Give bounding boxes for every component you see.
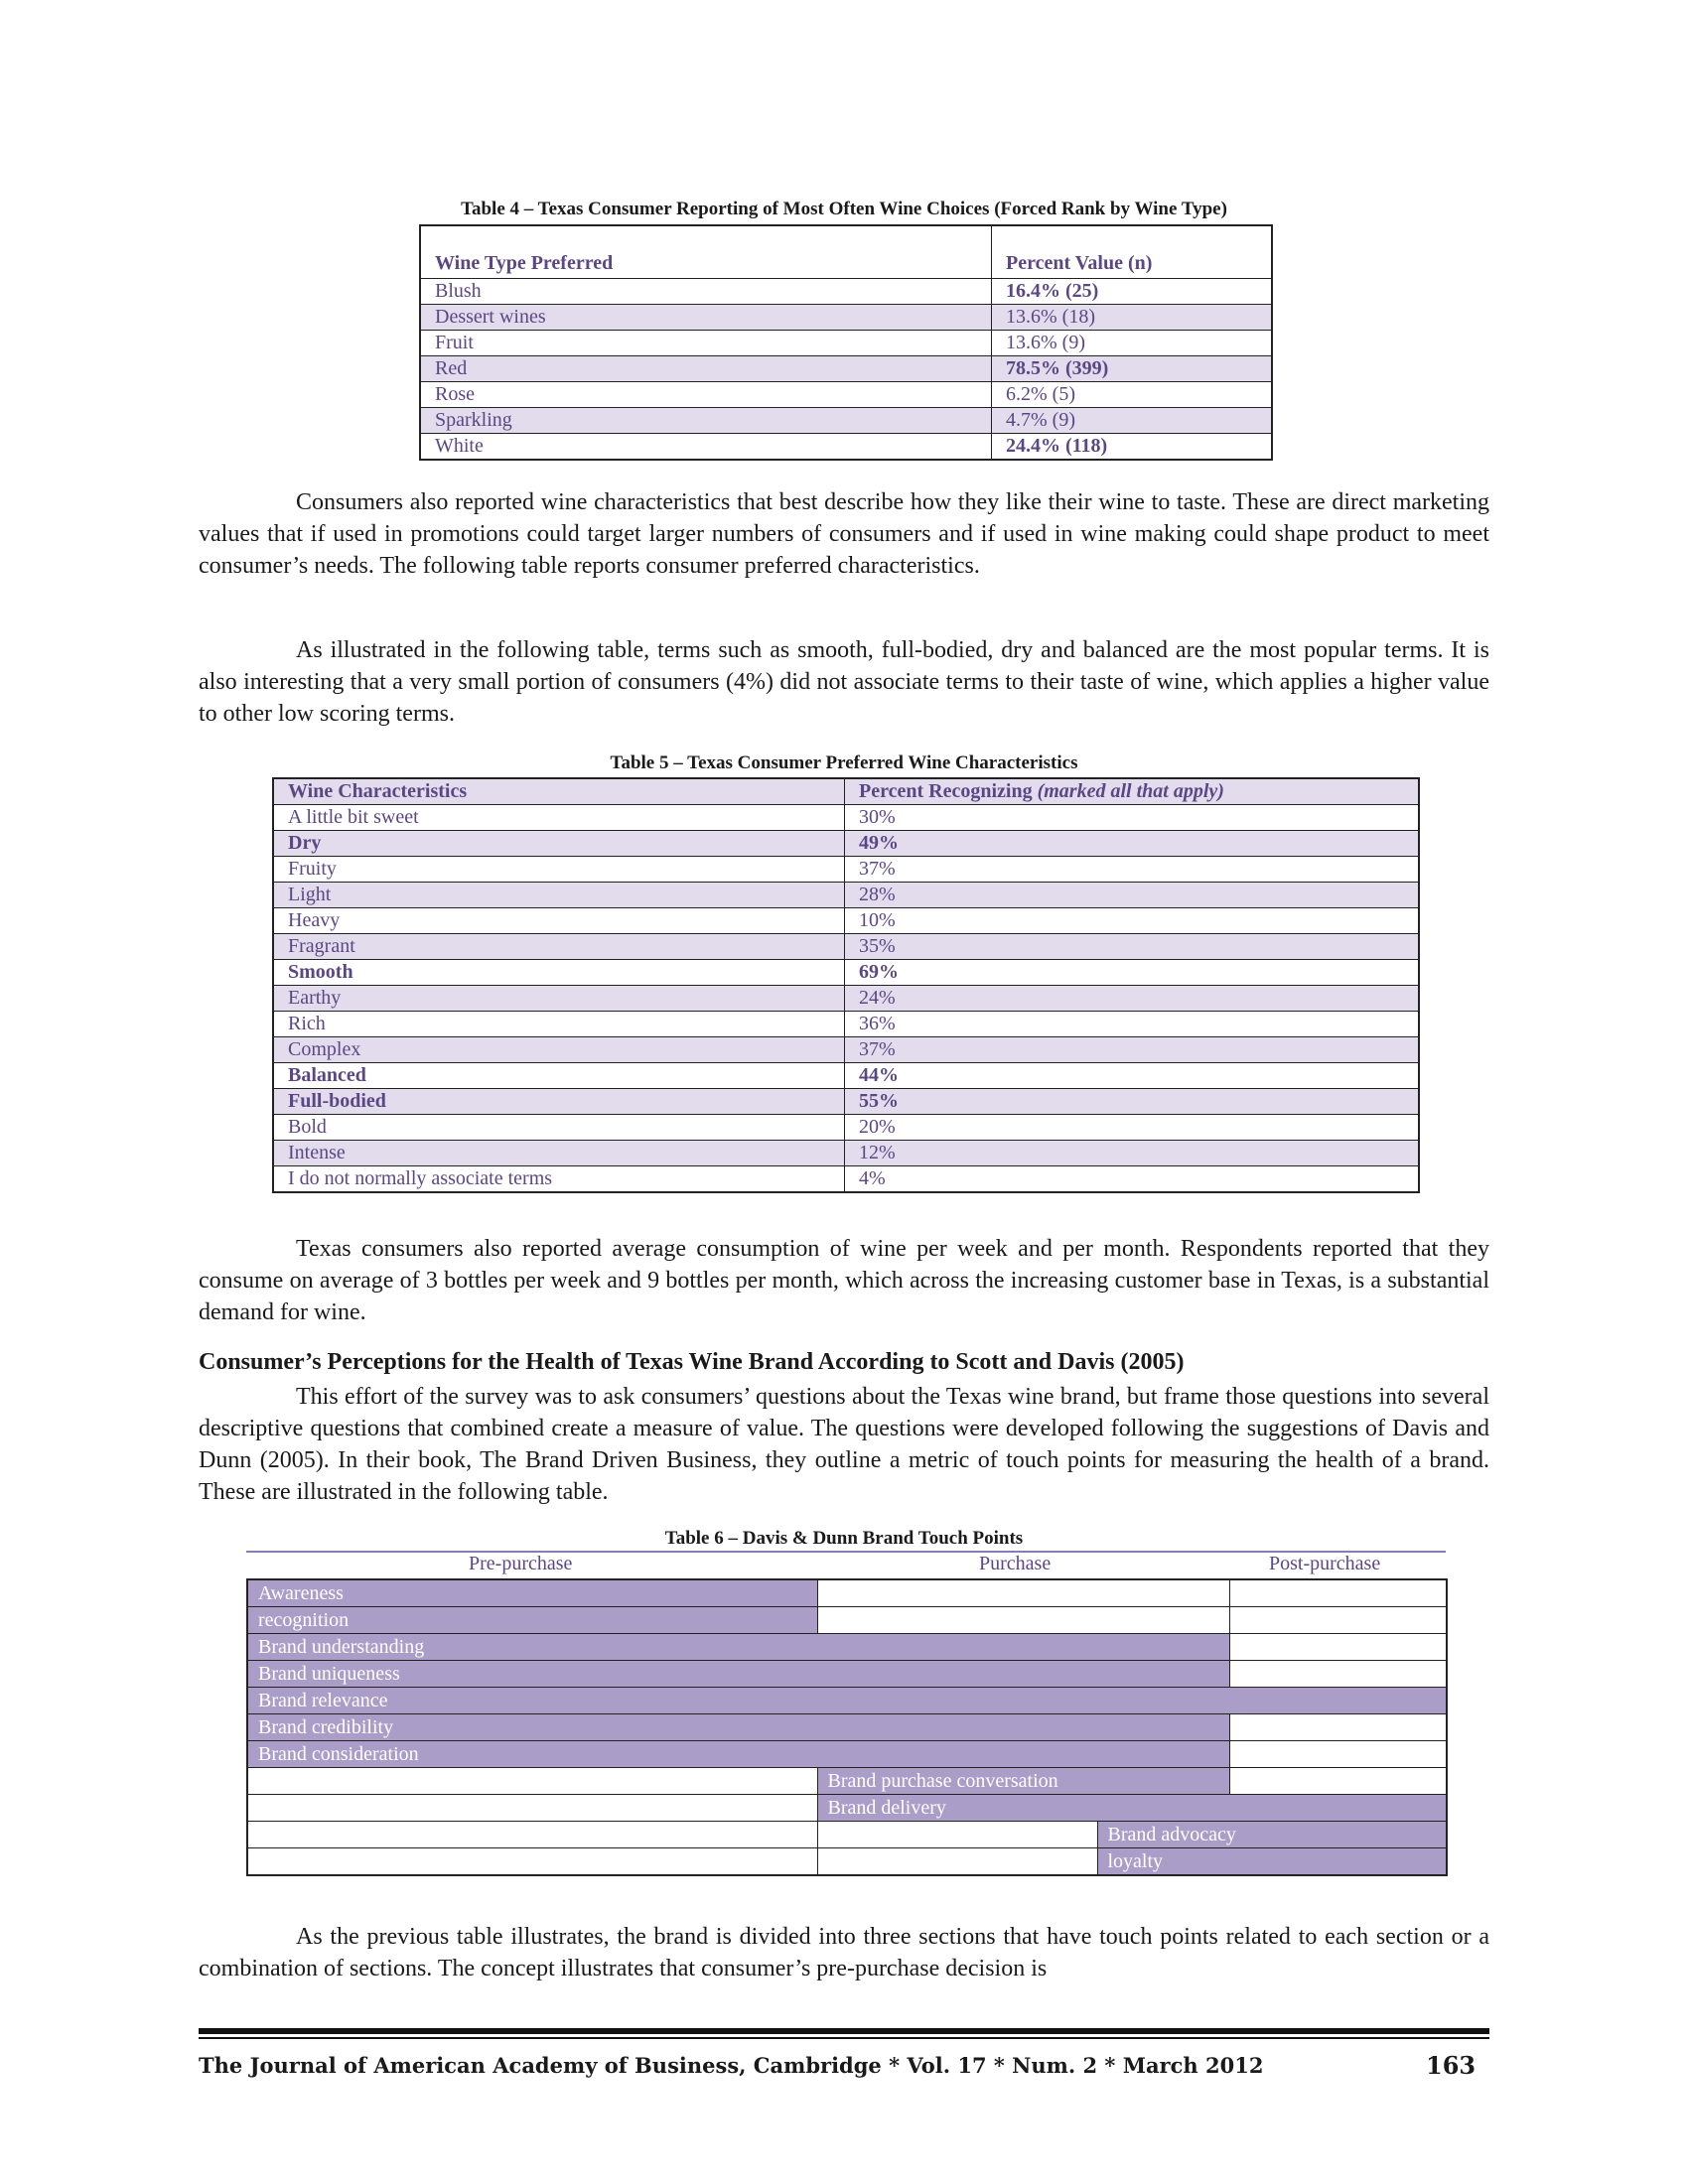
table4-cell-value: 13.6% (18) (992, 305, 1273, 331)
table6-row-relevance (247, 1688, 1447, 1714)
table5-row (273, 986, 1419, 1012)
table5-header-percent-note: (marked all that apply) (1037, 780, 1224, 802)
table5-cell-percent: 24% (845, 986, 1420, 1012)
table5-cell-percent: 37% (845, 1037, 1420, 1063)
table4-row (420, 434, 1272, 461)
table5-cell-percent: 37% (845, 857, 1420, 883)
table4-cell-value: 6.2% (5) (992, 382, 1273, 408)
table5-cell-characteristic: A little bit sweet (273, 805, 845, 831)
table5-row (273, 934, 1419, 960)
paragraph-4-text: This effort of the survey was to ask consumers’ questions about the Texas wine brand, but frame those questions into several descriptive questions that combined create a measure of value. The questions were developed following the suggestions of Davis and Dunn (2005). In their book, The Brand Driven Business, they outline a metric of touch points for measuring the health of a brand. These are illustrated in the following table. (199, 1384, 1489, 1505)
touchpoint-advocacy: Brand advocacy (1097, 1822, 1447, 1848)
touchpoint-consideration: Brand consideration (247, 1741, 1229, 1768)
touchpoint-loyalty: loyalty (1097, 1848, 1447, 1876)
table4-cell-type: Dessert wines (420, 305, 992, 331)
touchpoint-uniqueness: Brand uniqueness (247, 1661, 1229, 1688)
table5-cell-characteristic: Bold (273, 1115, 845, 1141)
table5-header-characteristics: Wine Characteristics (273, 778, 845, 805)
table6-row-awareness (247, 1579, 1447, 1607)
table5-row (273, 960, 1419, 986)
table6-empty-cell (1229, 1579, 1447, 1607)
table5-cell-percent: 4% (845, 1166, 1420, 1193)
table5-cell-characteristic: I do not normally associate terms (273, 1166, 845, 1193)
table5-cell-percent: 35% (845, 934, 1420, 960)
table5-row (273, 1141, 1419, 1166)
table5-row (273, 1089, 1419, 1115)
paragraph-3 (199, 1233, 1489, 1328)
table4-header-row (420, 225, 1272, 279)
table6-empty-cell (247, 1795, 817, 1822)
table5-cell-characteristic: Rich (273, 1012, 845, 1037)
table6-caption: Table 6 – Davis & Dunn Brand Touch Points (664, 1528, 1024, 1549)
table4-caption: Table 4 – Texas Consumer Reporting of Most Often Wine Choices (Forced Rank by Wine Type) (461, 199, 1227, 219)
touchpoint-conversation: Brand purchase conversation (817, 1768, 1229, 1795)
table5-cell-percent: 49% (845, 831, 1420, 857)
table5-cell-percent: 30% (845, 805, 1420, 831)
touchpoint-awareness: Awareness (247, 1579, 817, 1607)
paragraph-3-text: Texas consumers also reported average consumption of wine per week and per month. Respondents reported that they consume on average of 3 bottles per week and 9 bottles per month, which across the increasing customer base in Texas, is a substantial demand for wine. (199, 1236, 1489, 1325)
table5-cell-percent: 12% (845, 1141, 1420, 1166)
table6-empty-cell (817, 1579, 1229, 1607)
table6-empty-cell (1229, 1768, 1447, 1795)
table5-header-percent (845, 778, 1420, 805)
table6-empty-cell (1229, 1741, 1447, 1768)
table4-header-type: Wine Type Preferred (420, 225, 992, 279)
table6-empty-cell (247, 1848, 817, 1876)
table5-cell-percent: 28% (845, 883, 1420, 908)
footer-rule-thin (199, 2037, 1489, 2039)
table6-row-conversation (247, 1768, 1447, 1795)
table5-header-row (273, 778, 1419, 805)
footer-rule-thick (199, 2028, 1489, 2034)
table4-cell-value: 24.4% (118) (992, 434, 1273, 461)
table4-cell-type: Fruit (420, 331, 992, 356)
table5-cell-characteristic: Light (273, 883, 845, 908)
table5-row (273, 857, 1419, 883)
table4-row (420, 279, 1272, 305)
table4-cell-value: 13.6% (9) (992, 331, 1273, 356)
table6-row-credibility (247, 1714, 1447, 1741)
table6-empty-cell (1229, 1661, 1447, 1688)
table5-cell-characteristic: Earthy (273, 986, 845, 1012)
table5-cell-characteristic: Full-bodied (273, 1089, 845, 1115)
table5-cell-percent: 44% (845, 1063, 1420, 1089)
table4-cell-type: Rose (420, 382, 992, 408)
table6-header-prepurchase: Pre-purchase (469, 1553, 573, 1574)
table6-row-uniqueness (247, 1661, 1447, 1688)
touchpoint-understanding: Brand understanding (247, 1634, 1229, 1661)
table6-top-rule (246, 1551, 1446, 1553)
table6-empty-cell (817, 1607, 1229, 1634)
paragraph-5 (199, 1921, 1489, 1984)
table4 (419, 224, 1273, 461)
touchpoint-recognition: recognition (247, 1607, 817, 1634)
table4-row (420, 356, 1272, 382)
paragraph-4 (199, 1381, 1489, 1508)
table5-row (273, 1115, 1419, 1141)
table6 (246, 1578, 1448, 1876)
paragraph-1 (199, 486, 1489, 582)
section-heading: Consumer’s Perceptions for the Health of Texas Wine Brand According to Scott and Davis (2005) (199, 1349, 1185, 1375)
table6-row-loyalty (247, 1848, 1447, 1876)
table5-cell-characteristic: Fragrant (273, 934, 845, 960)
table5-header-percent-text: Percent Recognizing (859, 780, 1038, 802)
table4-cell-value: 16.4% (25) (992, 279, 1273, 305)
table5-cell-characteristic: Balanced (273, 1063, 845, 1089)
table6-row-understanding (247, 1634, 1447, 1661)
table6-header-postpurchase: Post-purchase (1269, 1553, 1381, 1574)
table6-row-delivery (247, 1795, 1447, 1822)
table5-cell-percent: 10% (845, 908, 1420, 934)
table4-cell-type: Sparkling (420, 408, 992, 434)
table5-row (273, 805, 1419, 831)
table5-cell-characteristic: Heavy (273, 908, 845, 934)
table6-empty-cell (817, 1848, 1097, 1876)
paragraph-2 (199, 634, 1489, 730)
table5-cell-characteristic: Dry (273, 831, 845, 857)
table5-cell-characteristic: Intense (273, 1141, 845, 1166)
table5-cell-characteristic: Complex (273, 1037, 845, 1063)
touchpoint-delivery: Brand delivery (817, 1795, 1447, 1822)
footer-journal: The Journal of American Academy of Business, Cambridge * Vol. 17 * Num. 2 * March 2012 (199, 2053, 1264, 2078)
table5-row (273, 1012, 1419, 1037)
table5-cell-percent: 69% (845, 960, 1420, 986)
table6-empty-cell (817, 1822, 1097, 1848)
table5 (272, 777, 1420, 1193)
table6-empty-cell (1229, 1607, 1447, 1634)
table6-empty-cell (247, 1822, 817, 1848)
page-number: 163 (1426, 2051, 1477, 2080)
table6-empty-cell (247, 1768, 817, 1795)
table4-cell-value: 4.7% (9) (992, 408, 1273, 434)
table4-row (420, 305, 1272, 331)
table5-row (273, 883, 1419, 908)
table4-header-value: Percent Value (n) (992, 225, 1273, 279)
table6-row-recognition (247, 1607, 1447, 1634)
table5-cell-characteristic: Smooth (273, 960, 845, 986)
table4-cell-type: White (420, 434, 992, 461)
paragraph-1-text: Consumers also reported wine characteristics that best describe how they like their wine to taste. These are direct marketing values that if used in promotions could target larger numbers of consumers and if used in wine making could shape product to meet consumer’s needs. The following table reports consumer preferred characteristics. (199, 489, 1489, 579)
table4-cell-value: 78.5% (399) (992, 356, 1273, 382)
table5-cell-percent: 36% (845, 1012, 1420, 1037)
table6-header-purchase: Purchase (979, 1553, 1052, 1574)
table5-cell-percent: 55% (845, 1089, 1420, 1115)
table6-empty-cell (1229, 1714, 1447, 1741)
table4-row (420, 408, 1272, 434)
table5-row (273, 1063, 1419, 1089)
table5-row (273, 1166, 1419, 1193)
table4-cell-type: Blush (420, 279, 992, 305)
table6-row-consideration (247, 1741, 1447, 1768)
table4-row (420, 331, 1272, 356)
table5-row (273, 831, 1419, 857)
table4-cell-type: Red (420, 356, 992, 382)
touchpoint-relevance: Brand relevance (247, 1688, 1447, 1714)
table6-row-advocacy (247, 1822, 1447, 1848)
touchpoint-credibility: Brand credibility (247, 1714, 1229, 1741)
table5-caption: Table 5 – Texas Consumer Preferred Wine Characteristics (610, 752, 1078, 773)
table5-cell-characteristic: Fruity (273, 857, 845, 883)
table5-cell-percent: 20% (845, 1115, 1420, 1141)
table5-row (273, 908, 1419, 934)
table5-row (273, 1037, 1419, 1063)
table6-empty-cell (1229, 1634, 1447, 1661)
paragraph-5-text: As the previous table illustrates, the brand is divided into three sections that have touch points related to each section or a combination of sections. The concept illustrates that consumer’s pre-purchase decision is (199, 1924, 1489, 1981)
paragraph-2-text: As illustrated in the following table, terms such as smooth, full-bodied, dry and balanced are the most popular terms. It is also interesting that a very small portion of consumers (4%) did not associate terms to their taste of wine, which applies a higher value to other low scoring terms. (199, 637, 1489, 727)
table4-row (420, 382, 1272, 408)
